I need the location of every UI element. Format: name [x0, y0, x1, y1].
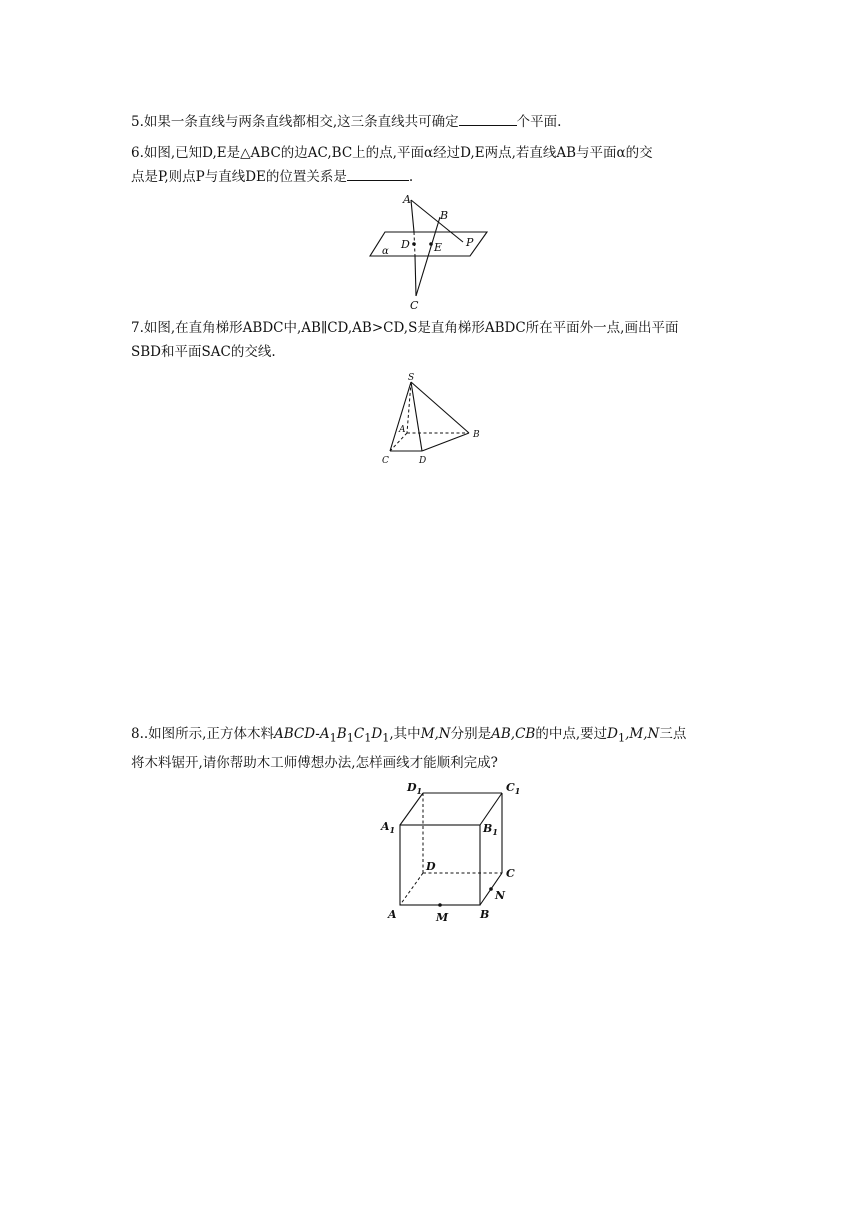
q6-label-e: E — [434, 241, 443, 254]
q8-label-m: M — [436, 911, 449, 924]
q7-line1: 7.如图,在直角梯形ABDC中,AB∥CD,AB>CD,S是直角梯形ABDC所在平面外一点,画出平面 — [131, 320, 679, 336]
q6-line-ac-lower — [415, 256, 416, 296]
q7-edge-sb — [411, 382, 469, 433]
q6-line-ab — [411, 200, 463, 242]
q7-label-d: D — [419, 456, 427, 466]
q7-figure — [378, 370, 488, 470]
q8-ab-cb: AB,CB — [491, 726, 536, 742]
q7-edge-sd — [411, 382, 422, 451]
q8-label-b: B — [480, 908, 490, 921]
q7-edge-db — [422, 433, 469, 451]
q5-answer-blank[interactable] — [459, 111, 517, 126]
q6-label-b: B — [440, 209, 449, 222]
q8-edge-a1d1 — [400, 793, 423, 825]
question-7 — [131, 316, 731, 364]
q7-label-b: B — [473, 430, 480, 440]
q8-label-a: A — [388, 908, 397, 921]
q7-label-s: S — [408, 373, 415, 383]
q8-label-d: D — [426, 860, 436, 873]
q8-edge-b1c1 — [480, 793, 502, 825]
q6-label-c: C — [410, 299, 419, 310]
q8-label-c1: $C_1$ — [506, 781, 521, 796]
q6-line1: 6.如图,已知D,E是△ABC的边AC,BC上的点,平面α经过D,E两点,若直线AB与平面α的交 — [131, 145, 653, 161]
q6-point-d — [412, 242, 416, 246]
q8-point-m — [438, 903, 442, 907]
q7-label-a: A — [399, 425, 406, 435]
q8-cube-figure — [370, 775, 530, 935]
q8-label-a1: $A_1$ — [381, 820, 396, 835]
q8-mn: M,N — [420, 726, 451, 742]
q6-point-e — [429, 242, 433, 246]
q8-label-b1: $B_1$ — [483, 822, 498, 837]
question-5 — [131, 110, 731, 134]
q6-answer-blank[interactable] — [347, 166, 409, 181]
q8-line2: 将木料锯开,请你帮助木工师傅想办法,怎样画线才能顺利完成? — [131, 754, 498, 771]
q8-line1-mid3: 的中点,要过 — [535, 726, 608, 742]
q8-face-front — [400, 825, 480, 905]
q8-label-d1: $D_1$ — [407, 781, 423, 796]
q7-label-c: C — [382, 456, 389, 466]
question-8: 8..如图所示,正方体木料ABCD-$A_1B_1C_1D_1$,其中M,N分别是AB,CB的中点,要过$D_1,M,N$三点 将木料锯开,请你帮助木工师傅想办法,怎样画线才能顺利完成? — [131, 726, 687, 771]
q6-label-p: P — [466, 236, 474, 249]
q8-line1-mid2: 分别是 — [450, 726, 492, 742]
q8-edge-da — [400, 873, 423, 905]
q8-line1-mid: ,其中 — [389, 726, 421, 742]
q7-line2: SBD和平面SAC的交线. — [131, 344, 276, 360]
q6-line-ac-upper — [411, 200, 414, 232]
q8-point-n — [489, 887, 493, 891]
q8-line1-start: 8..如图所示,正方体木料 — [131, 726, 274, 742]
q8-d1: D — [607, 726, 618, 742]
q6-label-a: A — [403, 193, 411, 206]
q5-after: 个平面. — [516, 114, 562, 130]
q6-label-alpha: α — [382, 246, 389, 257]
q8-cube-name: ABCD-A — [273, 726, 330, 742]
question-6 — [131, 141, 731, 189]
q5-text: 5.如果一条直线与两条直线都相交,这三条直线共可确定 — [131, 114, 459, 130]
q8-label-n: N — [495, 889, 506, 902]
q8-label-c: C — [506, 867, 515, 880]
q6-after: . — [408, 169, 414, 185]
q6-label-d: D — [401, 238, 410, 251]
q6-figure — [365, 190, 495, 310]
q6-line2: 点是P,则点P与直线DE的位置关系是 — [131, 169, 347, 185]
q8-line1-end: 三点 — [659, 726, 687, 742]
